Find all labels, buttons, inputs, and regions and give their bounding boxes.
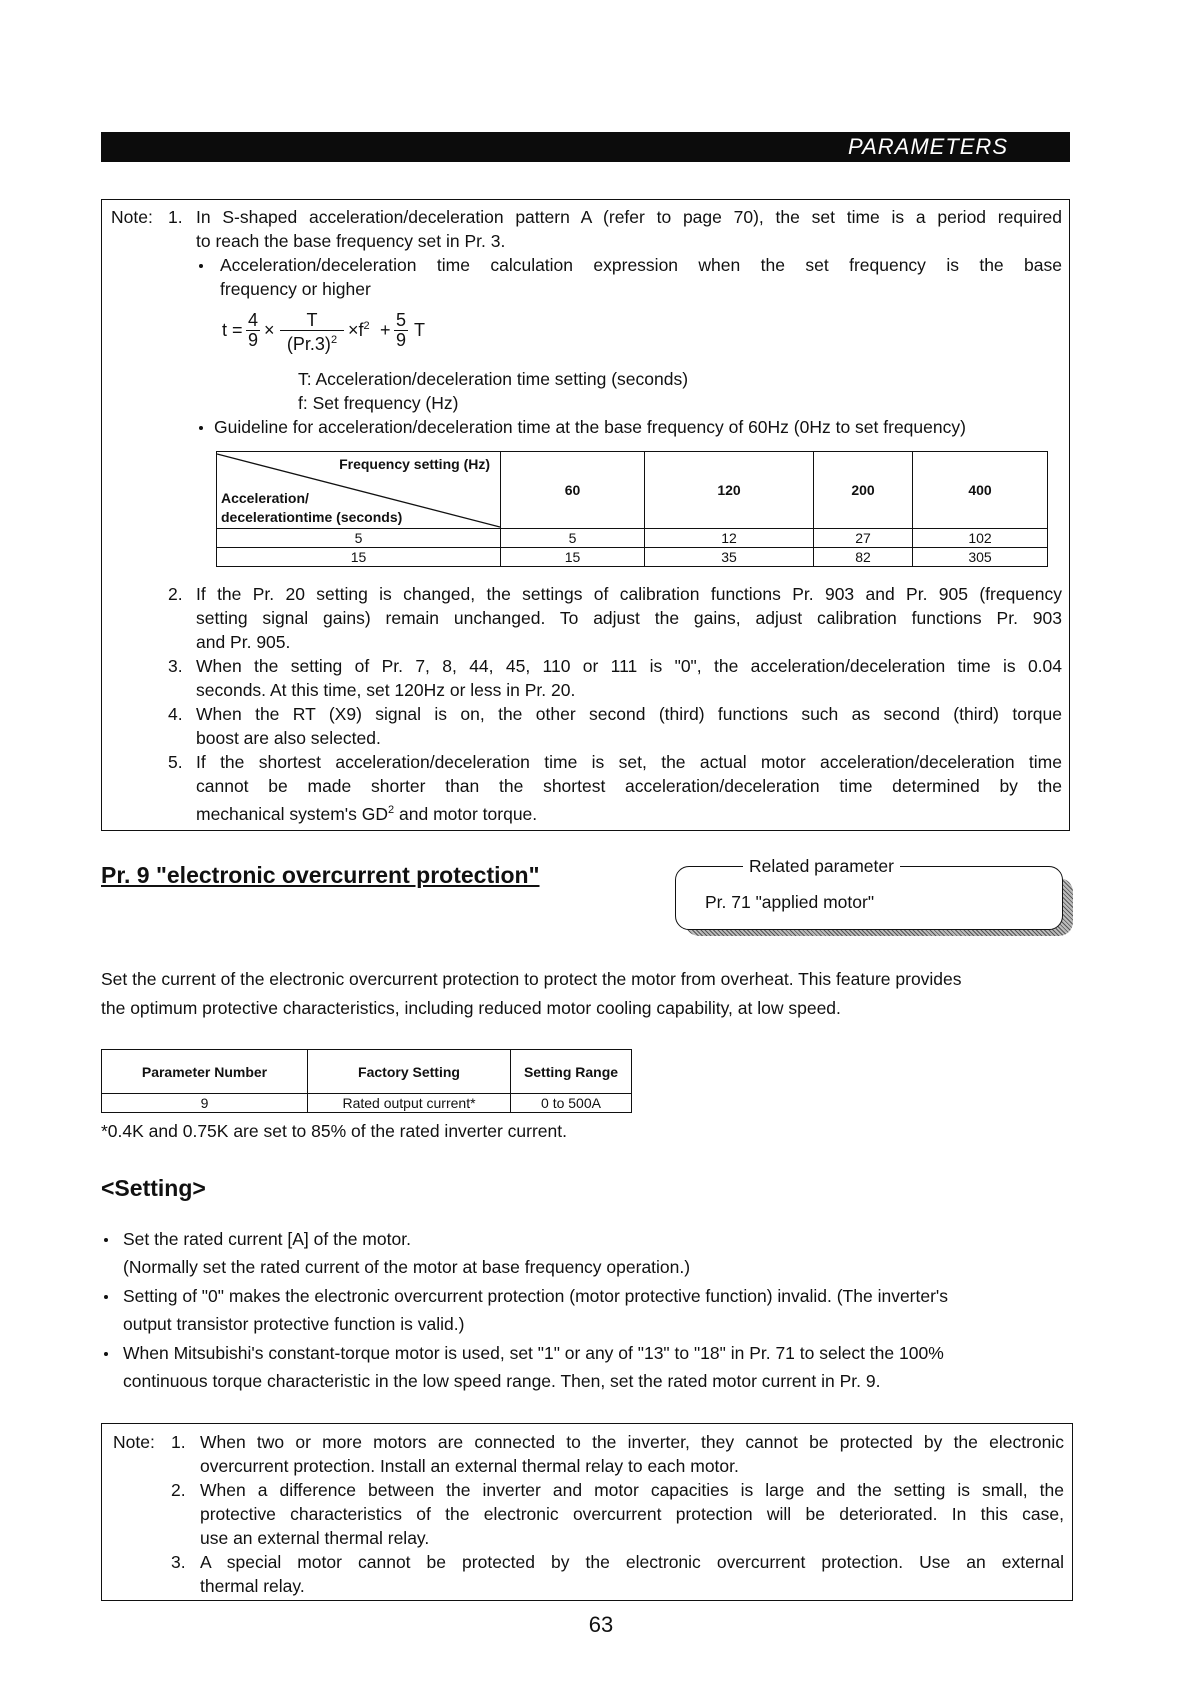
- bullet-2: Guideline for acceleration/deceleration time at the base frequency of 60Hz (0Hz to set frequency): [214, 417, 966, 437]
- column-header: 400: [913, 452, 1048, 529]
- table-cell: 9: [102, 1094, 308, 1113]
- related-box-label: Related parameter: [743, 856, 900, 877]
- note-2-item-3-line-2: thermal relay.: [200, 1576, 305, 1596]
- note-2-label: Note:: [113, 1432, 155, 1452]
- fraction-t-pr3: [280, 310, 344, 353]
- bullet-dot: [104, 1295, 108, 1299]
- fraction-denominator: 9: [395, 330, 406, 350]
- note-1-item-5-num: 5.: [168, 752, 183, 772]
- table-cell: 82: [814, 548, 913, 567]
- note-2-item-2-line-1: When a difference between the inverter and motor capacities is large and the setting is small, the: [200, 1480, 1064, 1500]
- table-cell: 35: [645, 548, 814, 567]
- note-1-item-5-line-1: If the shortest acceleration/deceleration time is set, the actual motor acceleration/deceleration time: [196, 752, 1062, 772]
- fraction-denominator: 9: [247, 330, 258, 350]
- setting-heading: <Setting>: [101, 1175, 206, 1201]
- line-prefix: mechanical system's GD: [196, 803, 389, 824]
- note-1-item-5-line-3: [196, 799, 537, 825]
- note-2-item-2-num: 2.: [171, 1480, 186, 1500]
- setting-bullet-1-line-2: (Normally set the rated current of the motor at base frequency operation.): [123, 1257, 691, 1277]
- note-1-item-4-line-1: When the RT (X9) signal is on, the other second (third) functions such as second (third) torque: [196, 704, 1062, 724]
- fraction-numerator: 5: [395, 310, 406, 330]
- table-cell: 0 to 500A: [511, 1094, 632, 1113]
- bullet-dot: [104, 1238, 108, 1242]
- column-header: Setting Range: [511, 1050, 632, 1094]
- page-number: 63: [588, 1612, 614, 1637]
- note-1-item-2-num: 2.: [168, 584, 183, 604]
- note-1-item-3-line-2: seconds. At this time, set 120Hz or less in Pr. 20.: [196, 680, 576, 700]
- pr3-text: (Pr.3): [286, 334, 331, 354]
- note-1-label: Note:: [111, 207, 153, 227]
- fraction-denominator: [280, 330, 344, 353]
- fraction-numerator: T: [306, 310, 318, 330]
- table-cell: 12: [645, 529, 814, 548]
- definition-f: f: Set frequency (Hz): [298, 393, 459, 413]
- formula-times-1: ×: [264, 320, 275, 340]
- bullet-1-line-1: Acceleration/deceleration time calculation expression when the set frequency is the base: [220, 255, 1062, 275]
- note-2-item-1-line-1: When two or more motors are connected to the inverter, they cannot be protected by the electronic: [200, 1432, 1064, 1452]
- table-cell: 15: [501, 548, 645, 567]
- table-row: [217, 529, 1048, 548]
- setting-bullet-2-line-2: output transistor protective function is valid.): [123, 1314, 465, 1334]
- table-footnote: *0.4K and 0.75K are set to 85% of the rated inverter current.: [101, 1121, 567, 1141]
- note-2-item-2-line-3: use an external thermal relay.: [200, 1528, 430, 1548]
- setting-bullet-2-line-1: Setting of "0" makes the electronic overcurrent protection (motor protective function) invalid. (The inverter's: [123, 1286, 949, 1306]
- setting-bullet-3-line-1: When Mitsubishi's constant-torque motor is used, set "1" or any of "13" to "18" in Pr. 71 to select the 100%: [123, 1343, 944, 1363]
- bullet-dot: [199, 426, 203, 430]
- header-title: PARAMETERS: [848, 134, 1008, 159]
- intro-line-1: Set the current of the electronic overcurrent protection to protect the motor from overheat. This feature provides: [101, 969, 962, 989]
- parameter-table: [101, 1049, 632, 1113]
- formula: [222, 300, 522, 362]
- note-2-item-3-line-1: A special motor cannot be protected by the electronic overcurrent protection. Use an external: [200, 1552, 1064, 1572]
- bullet-dot: [199, 264, 203, 268]
- table-cell: 27: [814, 529, 913, 548]
- table-cell: 102: [913, 529, 1048, 548]
- note-2-item-3-num: 3.: [171, 1552, 186, 1572]
- row-label: 5: [217, 529, 501, 548]
- fraction-5-9: [394, 310, 408, 349]
- bullet-dot: [104, 1352, 108, 1356]
- note-2-item-1-num: 1.: [171, 1432, 186, 1452]
- column-header: 120: [645, 452, 814, 529]
- line-suffix: and motor torque.: [394, 803, 538, 824]
- table-cell: 5: [501, 529, 645, 548]
- corner-top-label: Frequency setting (Hz): [339, 456, 490, 472]
- table-row: [102, 1094, 632, 1113]
- superscript: 2: [330, 334, 338, 346]
- header-bar: [101, 132, 1070, 162]
- formula-eq: =: [232, 320, 243, 340]
- accel-time-table: [216, 451, 1048, 567]
- related-box-item: Pr. 71 "applied motor": [705, 892, 875, 912]
- formula-t: t: [222, 320, 228, 340]
- formula-plus: +: [380, 320, 391, 340]
- fraction-numerator: 4: [247, 310, 258, 330]
- note-2-item-1-line-2: overcurrent protection. Install an external thermal relay to each motor.: [200, 1456, 739, 1476]
- table-corner: [217, 452, 501, 529]
- corner-bottom-label-2: decelerationtime (seconds): [221, 509, 403, 525]
- superscript: 2: [388, 804, 395, 816]
- column-header: Factory Setting: [308, 1050, 511, 1094]
- note-1-item-5-line-2: cannot be made shorter than the shortest acceleration/deceleration time determined by the: [196, 776, 1062, 796]
- note-1-item-2-line-3: and Pr. 905.: [196, 632, 291, 652]
- bullet-1-line-2: frequency or higher: [220, 279, 371, 299]
- setting-bullet-3-line-2: continuous torque characteristic in the low speed range. Then, set the rated motor current in Pr. 9.: [123, 1371, 881, 1391]
- corner-bottom-label-1: Acceleration/: [221, 490, 309, 506]
- note-1-item-4-line-2: boost are also selected.: [196, 728, 381, 748]
- fraction-4-9: [246, 310, 260, 349]
- column-header: Parameter Number: [102, 1050, 308, 1094]
- times-f-text: ×f: [348, 320, 364, 340]
- column-header: 200: [814, 452, 913, 529]
- row-label: 15: [217, 548, 501, 567]
- table-cell: Rated output current*: [308, 1094, 511, 1113]
- definition-T: T: Acceleration/deceleration time setting (seconds): [298, 369, 689, 389]
- section-title: Pr. 9 "electronic overcurrent protection": [101, 862, 540, 888]
- note-1-item-3-line-1: When the setting of Pr. 7, 8, 44, 45, 110 or 111 is "0", the acceleration/deceleration time is 0.04: [196, 656, 1062, 676]
- formula-times-f: [348, 320, 370, 341]
- note-2-item-2-line-2: protective characteristics of the electronic overcurrent protection will be deteriorated. In this case,: [200, 1504, 1064, 1524]
- note-1-item-3-num: 3.: [168, 656, 183, 676]
- superscript: 2: [363, 320, 370, 332]
- note-1-item-2-line-2: setting signal gains) remain unchanged. To adjust the gains, adjust calibration functions Pr. 903: [196, 608, 1062, 628]
- intro-line-2: the optimum protective characteristics, including reduced motor cooling capability, at low speed.: [101, 998, 841, 1018]
- formula-T: T: [414, 320, 425, 340]
- column-header: 60: [501, 452, 645, 529]
- related-parameter-box: [675, 856, 1075, 938]
- note-1-item-2-line-1: If the Pr. 20 setting is changed, the settings of calibration functions Pr. 903 and Pr. 905 (frequency: [196, 584, 1062, 604]
- table-row: [217, 548, 1048, 567]
- note-1-item-1-line-1: In S-shaped acceleration/deceleration pattern A (refer to page 70), the set time is a period required: [196, 207, 1062, 227]
- note-1-item-4-num: 4.: [168, 704, 183, 724]
- note-1-item-1-line-2: to reach the base frequency set in Pr. 3.: [196, 231, 506, 251]
- note-1-item-1-num: 1.: [168, 207, 183, 227]
- table-cell: 305: [913, 548, 1048, 567]
- setting-bullet-1-line-1: Set the rated current [A] of the motor.: [123, 1229, 411, 1249]
